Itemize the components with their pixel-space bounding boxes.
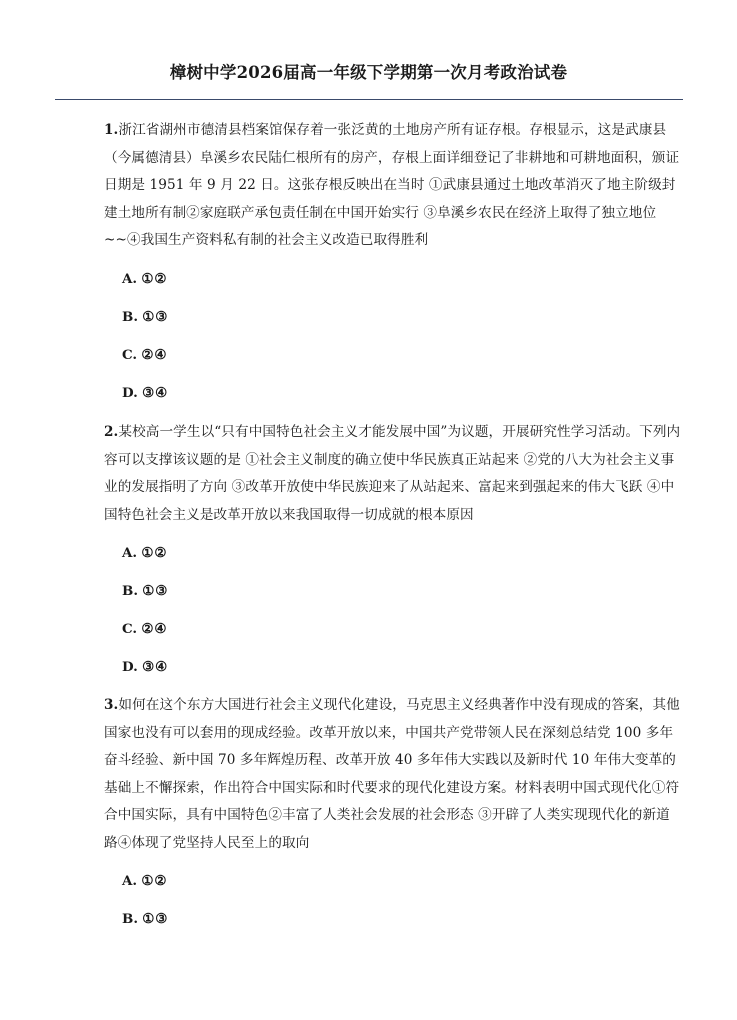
option-letter: A.: [122, 873, 138, 889]
page-title: 樟树中学2026届高一年级下学期第一次月考政治试卷: [169, 63, 568, 82]
option-letter: B.: [122, 911, 138, 927]
option-letter: B.: [122, 583, 138, 599]
question-3-option-b: [122, 909, 168, 930]
question-1-option-b: [122, 307, 168, 328]
question-1-option-d: [122, 383, 168, 404]
option-value: ③④: [142, 659, 169, 675]
question-2-option-d: [122, 657, 168, 678]
question-number: 1.: [104, 122, 119, 138]
question-number: 3.: [104, 697, 119, 713]
question-2-option-c: [122, 619, 167, 640]
question-number: 2.: [104, 424, 119, 440]
question-text: 浙江省湖州市德清县档案馆保存着一张泛黄的土地房产所有证存根。存根显示，这是武康县（今属德清县）阜溪乡农民陆仁根所有的房产，存根上面详细登记了非耕地和可耕地面积，颁证日期是 1951 年 9 月 22 日。这张存根反映出在当时 ①武康县通过土地改革消灭了地主阶级封建土地所有制②家庭联产承包责任制在中国开始实行 ③阜溪乡农民在经济上取得了独立地位~~④我国生产资料私有制的社会主义改造已取得胜利: [104, 122, 680, 248]
question-2-stem: [104, 419, 682, 529]
question-3-option-a: [122, 871, 167, 892]
option-letter: C.: [122, 621, 138, 637]
option-value: ①②: [141, 271, 168, 287]
option-value: ①②: [141, 873, 168, 889]
option-letter: A.: [122, 271, 138, 287]
option-value: ②④: [141, 621, 168, 637]
option-letter: D.: [122, 659, 138, 675]
question-1-option-a: [122, 269, 167, 290]
option-letter: C.: [122, 347, 138, 363]
option-letter: D.: [122, 385, 138, 401]
question-2-option-a: [122, 543, 167, 564]
title-divider: [55, 99, 683, 100]
question-text: 如何在这个东方大国进行社会主义现代化建设，马克思主义经典著作中没有现成的答案，其他国家也没有可以套用的现成经验。改革开放以来，中国共产党带领人民在深刻总结党 100 多年奋斗经验、新中国 70 多年辉煌历程、改革开放 40 多年伟大实践以及新时代 10 年伟大变革的基础上不懈探索，作出符合中国实际和时代要求的现代化建设方案。材料表明中国式现代化①符合中国实际，具有中国特色②丰富了人类社会发展的社会形态 ③开辟了人类实现现代化的新道路④体现了党坚持人民至上的取向: [104, 697, 680, 851]
option-value: ①②: [141, 545, 168, 561]
question-text: 某校高一学生以“只有中国特色社会主义才能发展中国”为议题，开展研究性学习活动。下列内容可以支撑该议题的是 ①社会主义制度的确立使中华民族真正站起来 ②党的八大为社会主义事业的发展指明了方向 ③改革开放使中华民族迎来了从站起来、富起来到强起来的伟大飞跃 ④中国特色社会主义是改革开放以来我国取得一切成就的根本原因: [104, 424, 681, 523]
question-1-option-c: [122, 345, 167, 366]
question-2-option-b: [122, 581, 168, 602]
question-1-stem: [104, 117, 682, 255]
option-value: ①③: [142, 583, 169, 599]
option-value: ②④: [141, 347, 168, 363]
question-3-stem: [104, 692, 682, 857]
option-value: ①③: [142, 911, 169, 927]
option-letter: A.: [122, 545, 138, 561]
option-letter: B.: [122, 309, 138, 325]
option-value: ①③: [142, 309, 169, 325]
option-value: ③④: [142, 385, 169, 401]
